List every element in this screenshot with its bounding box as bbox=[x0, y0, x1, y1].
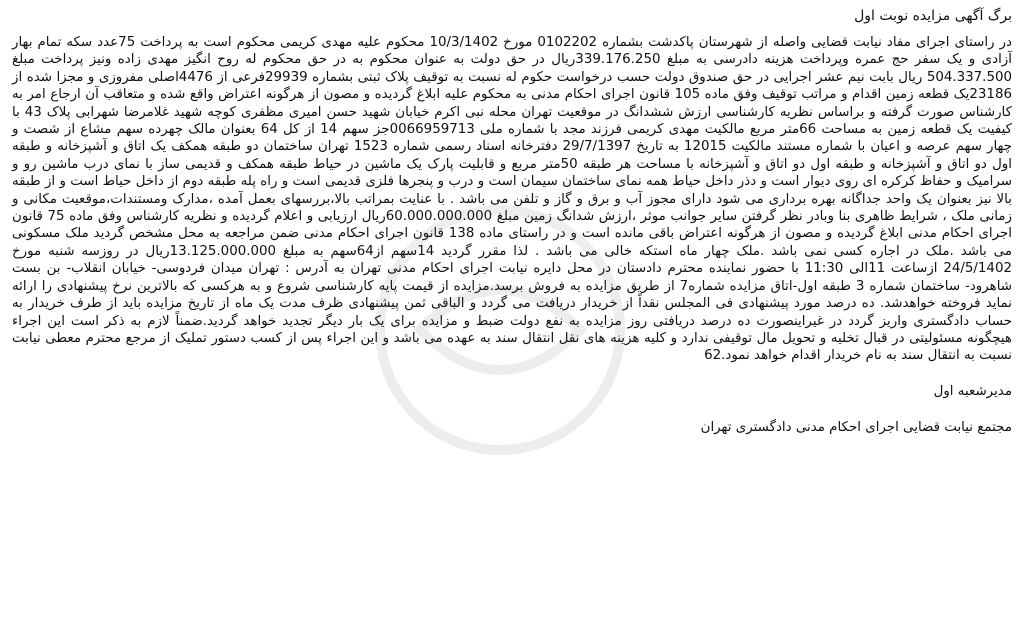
signature-organization: مجتمع نیابت قضایی اجرای احکام مدنی دادگستری تهران bbox=[700, 419, 1012, 435]
signature-role: مدیرشعبه اول bbox=[933, 383, 1012, 399]
document-body: در راستای اجرای مفاد نیابت قضایی واصله از شهرستان پاکدشت بشماره 0102202 مورخ 10/3/1402 محکوم علیه مهدی کریمی محکوم است به پرداخت 75عدد سکه تمام بهار آزادی و یک سفر حج عمره وپرداخت هزینه دادرسی به مبلغ 339.176.250ریال در حق دولت به عنوان محکوم به در حق محکوم له روح انگیز مهدی زاده ونیز پرداخت مبلغ 504.337.500 ریال بابت نیم عشر اجرایی در حق صندوق دولت حسب درخواست حکوم له نسبت به توقیف پلاک ثبتی بشماره 29939فرعی از 4476اصلی مفروزی و مجزا شده از 23186یک قطعه زمین اقدام و مراتب توقیف وفق ماده 105 قانون اجرای احکام مدنی به محکوم علیه ابلاغ گردیده و مصون از هرگونه اعتراض واقع شده و متعاقب آن ارجاع امر به کارشناس صورت گرفته و براساس نظریه کارشناسی ارزش ششدانگ در موقعیت تهران محله نبی اکرم خیابان شهید حسن امیری مظفری کوچه شهید غلامرضا شهرابی پلاک 43 با کیفیت یک قطعه زمین به مساحت 66متر مربع مالکیت مهدی کریمی فرزند مجد با شماره ملی 0066959713جز سهم 14 از کل 64 بعنوان مالک چهرده سهم مشاع از شصت و چهار سهم عرصه و اعیان با شماره مستند مالکیت 12015 به تاریخ 29/7/1397 دفترخانه اسناد رسمی شماره 1523 تهران ساختمان دو طبقه همکف یک اتاق و آشپزخانه و طبقه اول دو اتاق و آشپزخانه و طبقه اول دو اتاق و آشپزخانه با مساحت هر طبقه 50متر مربع و قابلیت پارک یک ماشین در حیاط طبقه همکف و قدیمی ساز با نمای درب ماشین رو و سرامیک و حفاظ کرکره ای روی دیوار است و دذر داخل حیاط همه نمای ساختمان سیمان است و درب و پنجرها فلزی قدیمی است و راه پله طبقه دوم از داخل حیاط است و از طبقه بالا نیز بعنوان یک واحد جداگانه بهره برداری می شود دارای مجوز آب و برق و گاز و تلفن می باشد . با عنایت بمراتب بالا،بررسهای بعمل آمده ،مدارک ومستندات،موقعیت مکانی و زمانی ملک ، شرایط ظاهری بنا وبادر نظر گرفتن سایر جوانب موثر ،ارزش شدانگ زمین مبلغ 60.000.000.000ریال ارزیابی و اعلام گردیده و نظریه کارشناس وفق ماده 75 قانون اجرای احکام مدنی ابلاغ گردیده و مصون از هرگونه اعتراض باقی مانده است و در راستای ماده 138 قانون اجرای احکام مدنی ضمن مراجعه به محل مشخص گردید ملک مسکونی می باشد .ملک در اجاره کسی نمی باشد .ملک چهار ماه استکه خالی می باشد . لذا مقرر گردید 14سهم از64سهم به مبلغ 13.125.000.000ریال در روزسه شنبه مورخ 24/5/1402 ازساعت 11الی 11:30 با حضور نماینده محترم دادستان در محل دایره نیابت اجرای احکام مدنی تهران به آدرس : تهران میدان فردوسی- خیابان انقلاب- بن بست شاهرود- ساختمان شماره 3 طبقه اول-اتاق مزایده شماره7 از طریق مزایده به فروش برسد.مزایده از قیمت پایه کارشناسی شروع و به هرکسی که بالاترین نرخ پیشنهادی را ارائه نماید فروخته خواهدشد. ده درصد مورد پیشنهادی فی المجلس نقداً از خریدار دریافت می گردد و الباقی ثمن پیشنهادی ظرف مدت یک ماه از تاریخ مزایده باید از طرف خریدار به حساب دادگستری واریز گردد در غیراینصورت ده درصد دریافتی روز مزایده به نفع دولت ضبط و مزایده برای یک بار دیگر تجدید خواهد گردید.ضمناً لازم به ذکر است این اجراء هیچگونه مسئولیتی در قبال تخلیه و تحویل مال توقیفی ندارد و کلیه هزینه های نقل انتقال سند به عهده می باشد و این اجراء پس از کسب دستور تملیک از مرجع محترم معطی نیابت نسبت به انتقال سند به نام خریدار اقدام خواهد نمود.62 bbox=[12, 35, 1013, 364]
document-title: برگ آگهی مزایده نوبت اول bbox=[854, 8, 1012, 24]
